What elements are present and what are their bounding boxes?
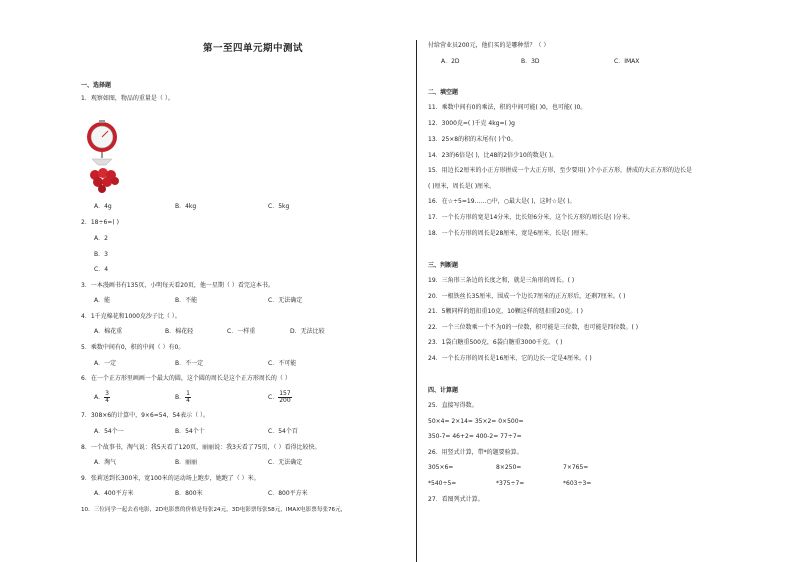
question-1: 1．观察如图，物品的重量是（ ）。 <box>81 95 174 102</box>
question-9: 9．张莉送到长300米，宽100米的运动场上跑步，她跑了（ ）米。 <box>81 475 260 482</box>
question-15-continued: ( )厘米，周长是( )厘米。 <box>428 183 496 190</box>
column-divider <box>416 40 417 562</box>
fraction-one-quarter: $\frac{1}{4}$ <box>186 390 190 404</box>
fraction-three-quarters: $\frac{3}{4}$ <box>105 390 109 404</box>
question-8: 8．一个故事书，淘气说：我5天看了120页，丽丽说：我3天看了75页，（ ）看得比较快。 <box>81 444 321 451</box>
question-2: 2．18÷6=( ) <box>81 219 119 226</box>
q10-option-b: B．3D <box>521 58 540 65</box>
q7-option-b: B．54个十 <box>175 428 205 435</box>
q2-option-c: C．4 <box>94 266 109 273</box>
q6-option-c: C． $\frac{157}{200}$ <box>268 390 291 404</box>
q5-option-b: B．不一定 <box>175 360 204 367</box>
q9-option-c: C．800平方米 <box>268 490 308 497</box>
scale-image <box>86 117 122 195</box>
section-judge-heading: 三、判断题 <box>428 262 459 269</box>
q4-option-c: C．一样重 <box>227 328 256 335</box>
question-5: 5．乘数中间有0，积的中间（ ）有0。 <box>81 344 185 351</box>
section-calc-heading: 四、计算题 <box>428 387 459 394</box>
question-16: 16．在☆÷5=19……○中，○最大是( )，这时☆是( )。 <box>428 198 576 205</box>
q2-option-a: A．2 <box>94 235 108 242</box>
question-21: 21．5颗同样的纽扣重10克，10颗这样的纽扣重20克。( ) <box>428 308 583 315</box>
vertical-calc-1: 305×6= <box>428 464 454 471</box>
q1-option-c: C．5kg <box>268 203 290 210</box>
q10-option-a: A．2D <box>441 58 460 65</box>
q5-option-c: C．不可能 <box>268 360 297 367</box>
question-13: 13．25×8的积的末尾有( )个0。 <box>428 136 517 143</box>
q8-option-c: C．无法确定 <box>268 459 303 466</box>
question-24: 24．一个长方形的周长是16厘米，它的边长一定是4厘米。( ) <box>428 355 592 362</box>
question-26: 26．用竖式计算，带*的题要验算。 <box>428 449 523 456</box>
vertical-calc-6: *603÷3= <box>563 480 592 487</box>
question-10: 10．三位同学一起去看电影，2D电影票的价格是每张24元，3D电影票每张58元，IMAX电影票每张76元， <box>81 507 347 513</box>
q5-option-a: A．一定 <box>94 360 117 367</box>
q2-option-b: B．3 <box>94 251 108 258</box>
question-6: 6．在一个正方形里画画一个最大的圆，这个圆的周长是这个正方形周长的（ ） <box>81 375 291 382</box>
section-choice-heading: 一、选择题 <box>81 82 112 89</box>
q7-option-a: A．54个一 <box>94 428 124 435</box>
vertical-calc-5: *375÷7= <box>496 480 525 487</box>
q9-option-a: A．400平方米 <box>94 490 134 497</box>
question-18: 18．一个长方形的周长是28厘米，宽是6厘米，长是( )厘米。 <box>428 230 592 237</box>
question-10-continued: 付给营业员200元，他们买的是哪种票？（ ） <box>428 42 550 49</box>
q6-option-a: A． $\frac{3}{4}$ <box>94 390 109 404</box>
q4-option-d: D．无法比较 <box>290 328 325 335</box>
q3-option-c: C．无法确定 <box>268 297 303 304</box>
question-7: 7．308×6的计算中，9×6=54，54表示（ ）。 <box>81 412 209 419</box>
q3-option-b: B．不能 <box>175 297 198 304</box>
question-20: 20．一根铁丝长35厘米，围成一个边长7厘米的正方形后，还剩7厘米。( ) <box>428 293 626 300</box>
page-title: 第一至四单元期中测试 <box>203 43 304 54</box>
q9-option-b: B．800米 <box>175 490 203 497</box>
question-25: 25．直接写得数。 <box>428 402 478 409</box>
question-3: 3．一本漫画书有135页，小明每天看20页，他一星期（ ）看完这本书。 <box>81 282 274 289</box>
question-27: 27．看图列式计算。 <box>428 496 484 503</box>
question-4: 4．1千克棉花和1000克沙子比（ ）。 <box>81 313 181 320</box>
q1-option-a: A．4g <box>94 203 112 210</box>
vertical-calc-2: 8×250= <box>496 464 522 471</box>
section-fill-heading: 二、填空题 <box>428 89 459 96</box>
q7-option-c: C．54个百 <box>268 428 298 435</box>
fraction-157-over-200: $\frac{157}{200}$ <box>279 390 291 404</box>
question-23: 23．1袋白糖重500克，6袋白糖重3000千克。 ( ) <box>428 339 563 346</box>
calc-row-1: 50×4= 2×14= 35×2= 0×500= <box>428 418 524 425</box>
question-14: 14．23的6倍是( )，比48的2倍少10的数是( )。 <box>428 152 558 159</box>
q4-option-b: B．棉花轻 <box>165 328 194 335</box>
question-17: 17．一个长方形的宽是14分米，比长短6分米，这个长方形的周长是( )分米。 <box>428 214 634 221</box>
question-19: 19．三角形三条边的长度之和，就是三角形的周长。( ) <box>428 277 575 284</box>
question-12: 12．3000克=( )千克 4kg=( )g <box>428 120 515 127</box>
question-11: 11．乘数中间有0的乘法，积的中间可能( )0，也可能( )0。 <box>428 104 587 111</box>
calc-row-2: 350-7= 46+2= 400-2= 77÷7= <box>428 433 522 440</box>
q4-option-a: A．棉花重 <box>94 328 123 335</box>
question-15: 15．用边长2厘米的小正方形拼成一个大正方形，至少要用( )个小正方形，拼成的大正方形的边长是 <box>428 167 693 174</box>
vertical-calc-4: *540÷5= <box>428 480 457 487</box>
q1-option-b: B．4kg <box>175 203 197 210</box>
q6-option-b: B． $\frac{1}{4}$ <box>175 390 190 404</box>
vertical-calc-3: 7×765= <box>563 464 589 471</box>
q8-option-a: A．淘气 <box>94 459 117 466</box>
q10-option-c: C．IMAX <box>614 58 640 65</box>
question-22: 22．一个三位数乘一个不为0的一位数，积可能是三位数，也可能是四位数。( ) <box>428 324 639 331</box>
q8-option-b: B．丽丽 <box>175 459 198 466</box>
q3-option-a: A．能 <box>94 297 111 304</box>
